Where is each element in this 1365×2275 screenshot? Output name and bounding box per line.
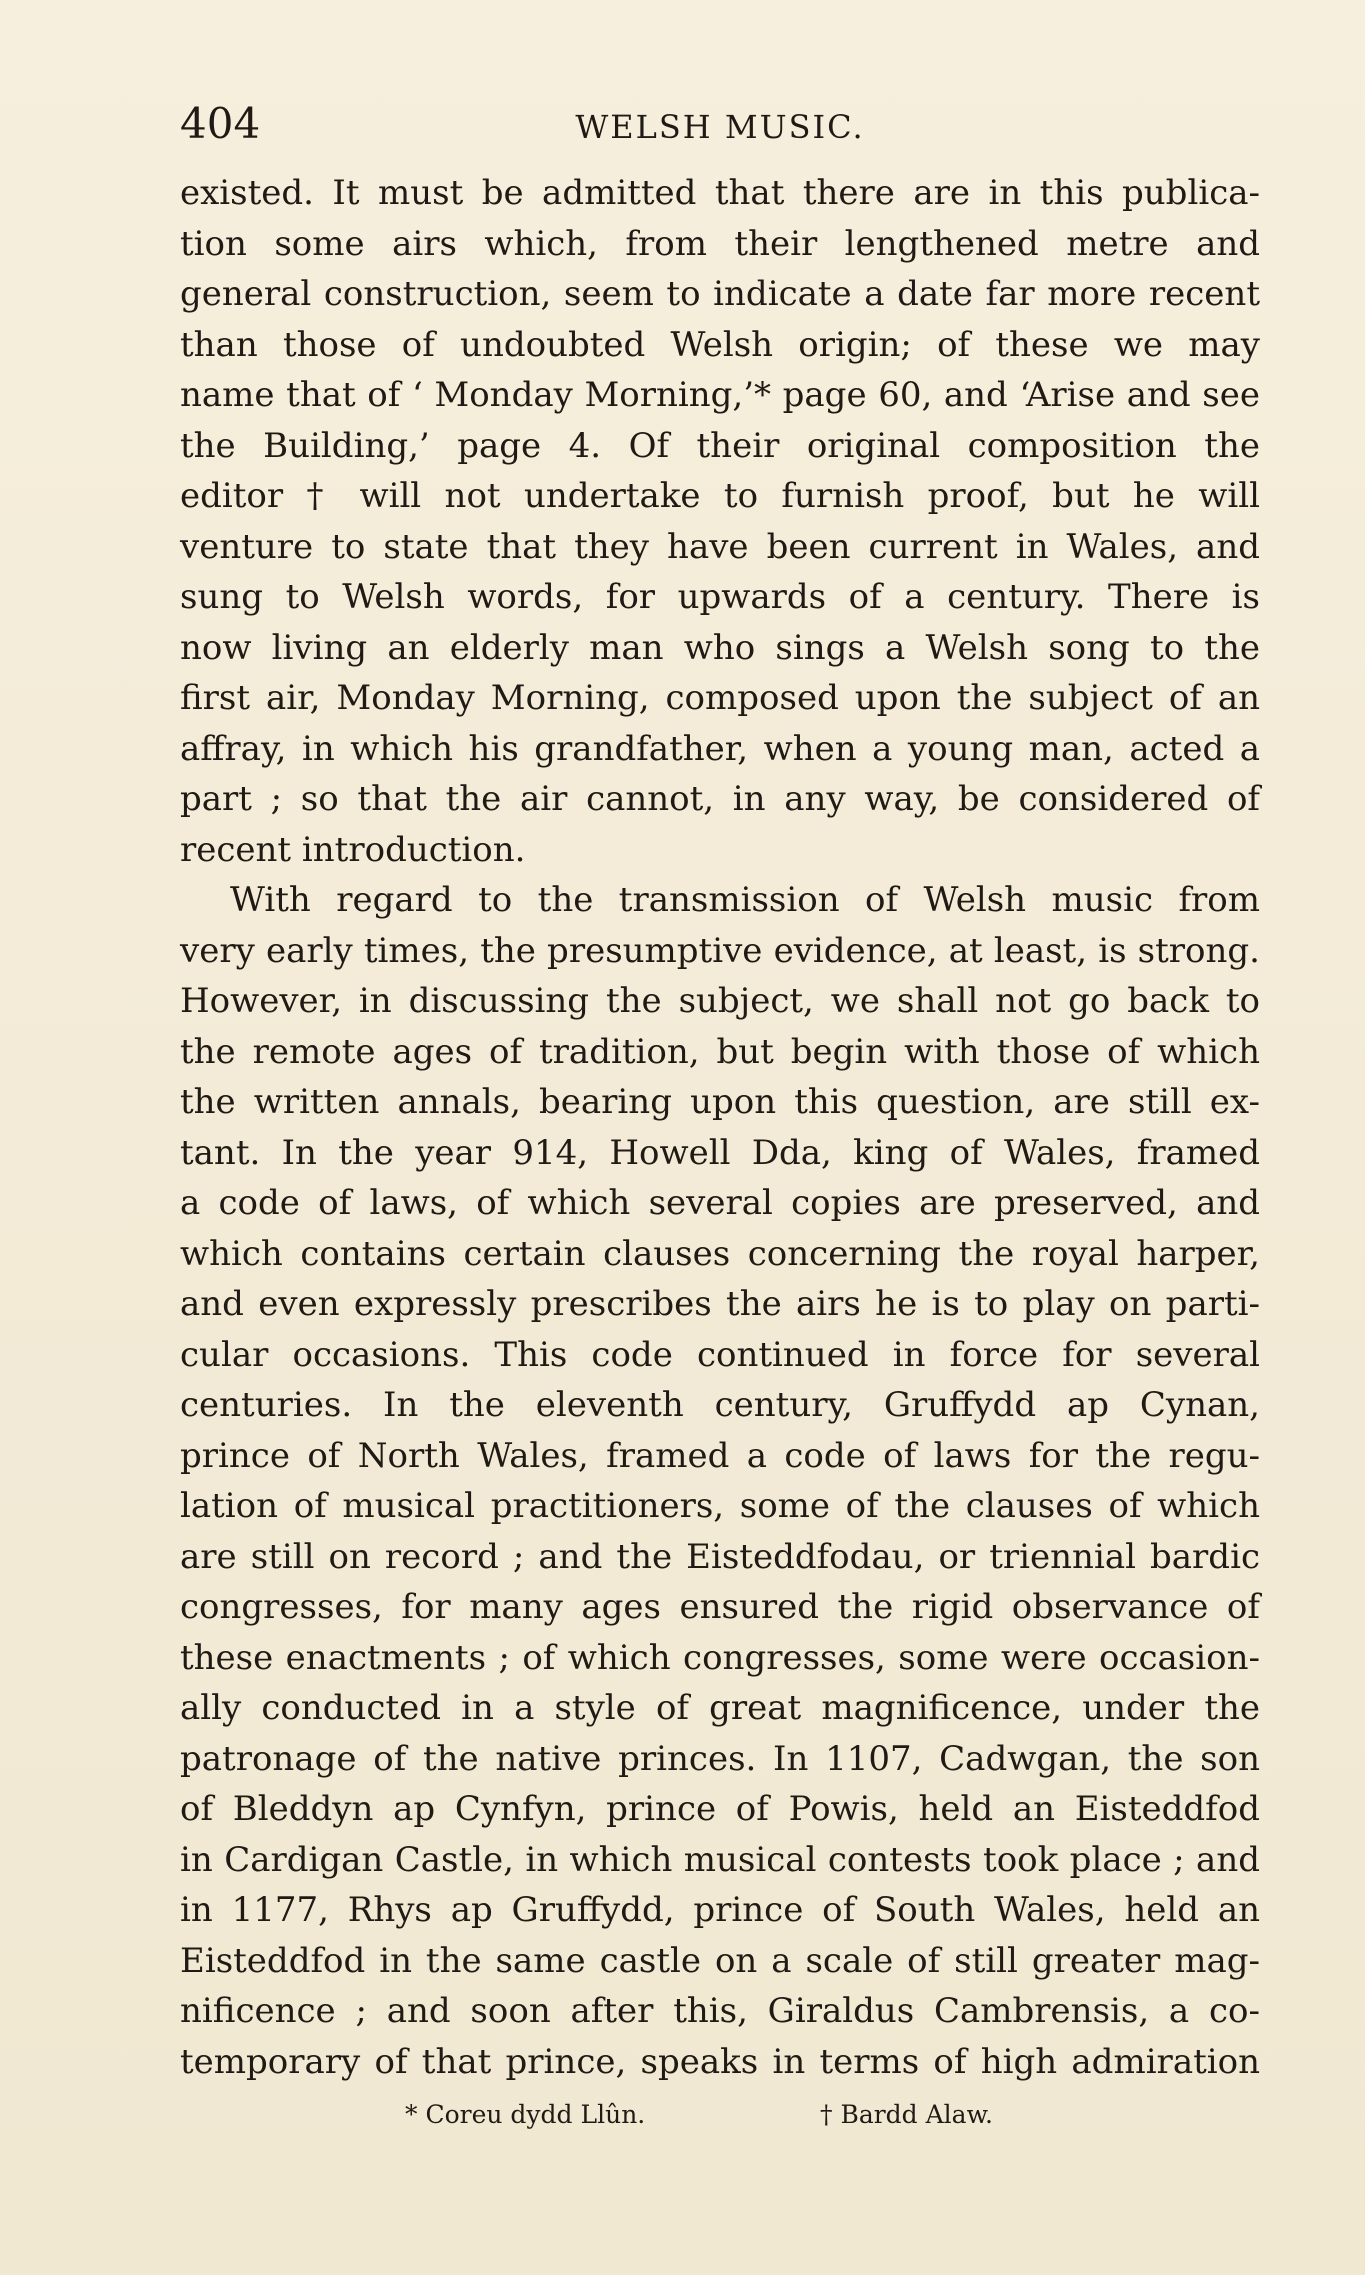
body-text bbox=[180, 168, 1260, 2087]
text-line: the written annals, bearing upon this question, are still ex- bbox=[180, 1082, 1260, 1122]
text-line: very early times, the presumptive evidence, at least, is strong. bbox=[180, 930, 1260, 971]
text-line: in 1177, Rhys ap Gruffydd, prince of South Wales, held an bbox=[180, 1890, 1260, 1930]
text-line: general construction, seem to indicate a date far more recent bbox=[180, 274, 1260, 314]
paragraph bbox=[180, 875, 1260, 2087]
text-line: prince of North Wales, framed a code of laws for the regu- bbox=[180, 1435, 1260, 1476]
text-line: of Bleddyn ap Cynfyn, prince of Powis, held an Eisteddfod bbox=[180, 1789, 1260, 1829]
text-line: Eisteddfod in the same castle on a scale of still greater mag- bbox=[180, 1940, 1260, 1981]
footnote-1: * Coreu dydd Llûn. bbox=[405, 2100, 646, 2129]
text-line: part ; so that the air cannot, in any way, be considered of bbox=[180, 779, 1260, 819]
text-line: recent introduction. bbox=[180, 829, 526, 870]
text-line: tion some airs which, from their lengthened metre and bbox=[180, 223, 1260, 264]
text-line: patronage of the native princes. In 1107, Cadwgan, the son bbox=[180, 1738, 1260, 1779]
text-line: centuries. In the eleventh century, Gruffydd ap Cynan, bbox=[180, 1385, 1260, 1425]
text-line: congresses, for many ages ensured the rigid observance of bbox=[180, 1587, 1260, 1627]
text-line: these enactments ; of which congresses, some were occasion- bbox=[180, 1637, 1260, 1678]
footnote-2: † Bardd Alaw. bbox=[820, 2100, 993, 2129]
text-line: now living an elderly man who sings a Welsh song to the bbox=[180, 627, 1260, 668]
text-line: lation of musical practitioners, some of the clauses of which bbox=[180, 1486, 1260, 1526]
text-line: a code of laws, of which several copies are preserved, and bbox=[180, 1183, 1260, 1223]
text-line: in Cardigan Castle, in which musical contests took place ; and bbox=[180, 1839, 1260, 1880]
text-line: However, in discussing the subject, we shall not go back to bbox=[180, 981, 1260, 1021]
text-line: the remote ages of tradition, but begin with those of which bbox=[180, 1031, 1260, 1072]
footnotes bbox=[180, 2098, 1260, 2138]
text-line: nificence ; and soon after this, Giraldus Cambrensis, a co- bbox=[180, 1991, 1260, 2031]
text-line: With regard to the transmission of Welsh music from bbox=[230, 880, 1260, 920]
page-header bbox=[180, 100, 1260, 160]
text-line: and even expressly prescribes the airs he is to play on parti- bbox=[180, 1284, 1260, 1324]
paragraph bbox=[180, 168, 1260, 875]
text-line: venture to state that they have been current in Wales, and bbox=[180, 526, 1260, 567]
text-line: the Building,’ page 4. Of their original composition the bbox=[180, 425, 1260, 466]
text-line: temporary of that prince, speaks in terms of high admiration bbox=[180, 2041, 1260, 2082]
text-line: existed. It must be admitted that there are in this publica- bbox=[180, 173, 1260, 213]
text-line: than those of undoubted Welsh origin; of these we may bbox=[180, 324, 1260, 365]
text-line: ally conducted in a style of great magnificence, under the bbox=[180, 1688, 1260, 1728]
text-line: first air, Monday Morning, composed upon the subject of an bbox=[180, 678, 1260, 718]
text-line: tant. In the year 914, Howell Dda, king of Wales, framed bbox=[180, 1132, 1260, 1173]
text-line: cular occasions. This code continued in force for several bbox=[180, 1334, 1260, 1375]
text-line: affray, in which his grandfather, when a young man, acted a bbox=[180, 728, 1260, 769]
page-number: 404 bbox=[180, 99, 261, 148]
running-head: WELSH MUSIC. bbox=[575, 108, 865, 146]
text-line: name that of ‘ Monday Morning,’* page 60, and ‘Arise and see bbox=[180, 375, 1260, 415]
text-line: sung to Welsh words, for upwards of a century. There is bbox=[180, 577, 1260, 617]
text-line: editor † will not undertake to furnish proof, but he will bbox=[180, 476, 1260, 516]
text-line: which contains certain clauses concerning the royal harper, bbox=[180, 1233, 1260, 1274]
text-line: are still on record ; and the Eisteddfodau, or triennial bardic bbox=[180, 1536, 1260, 1577]
